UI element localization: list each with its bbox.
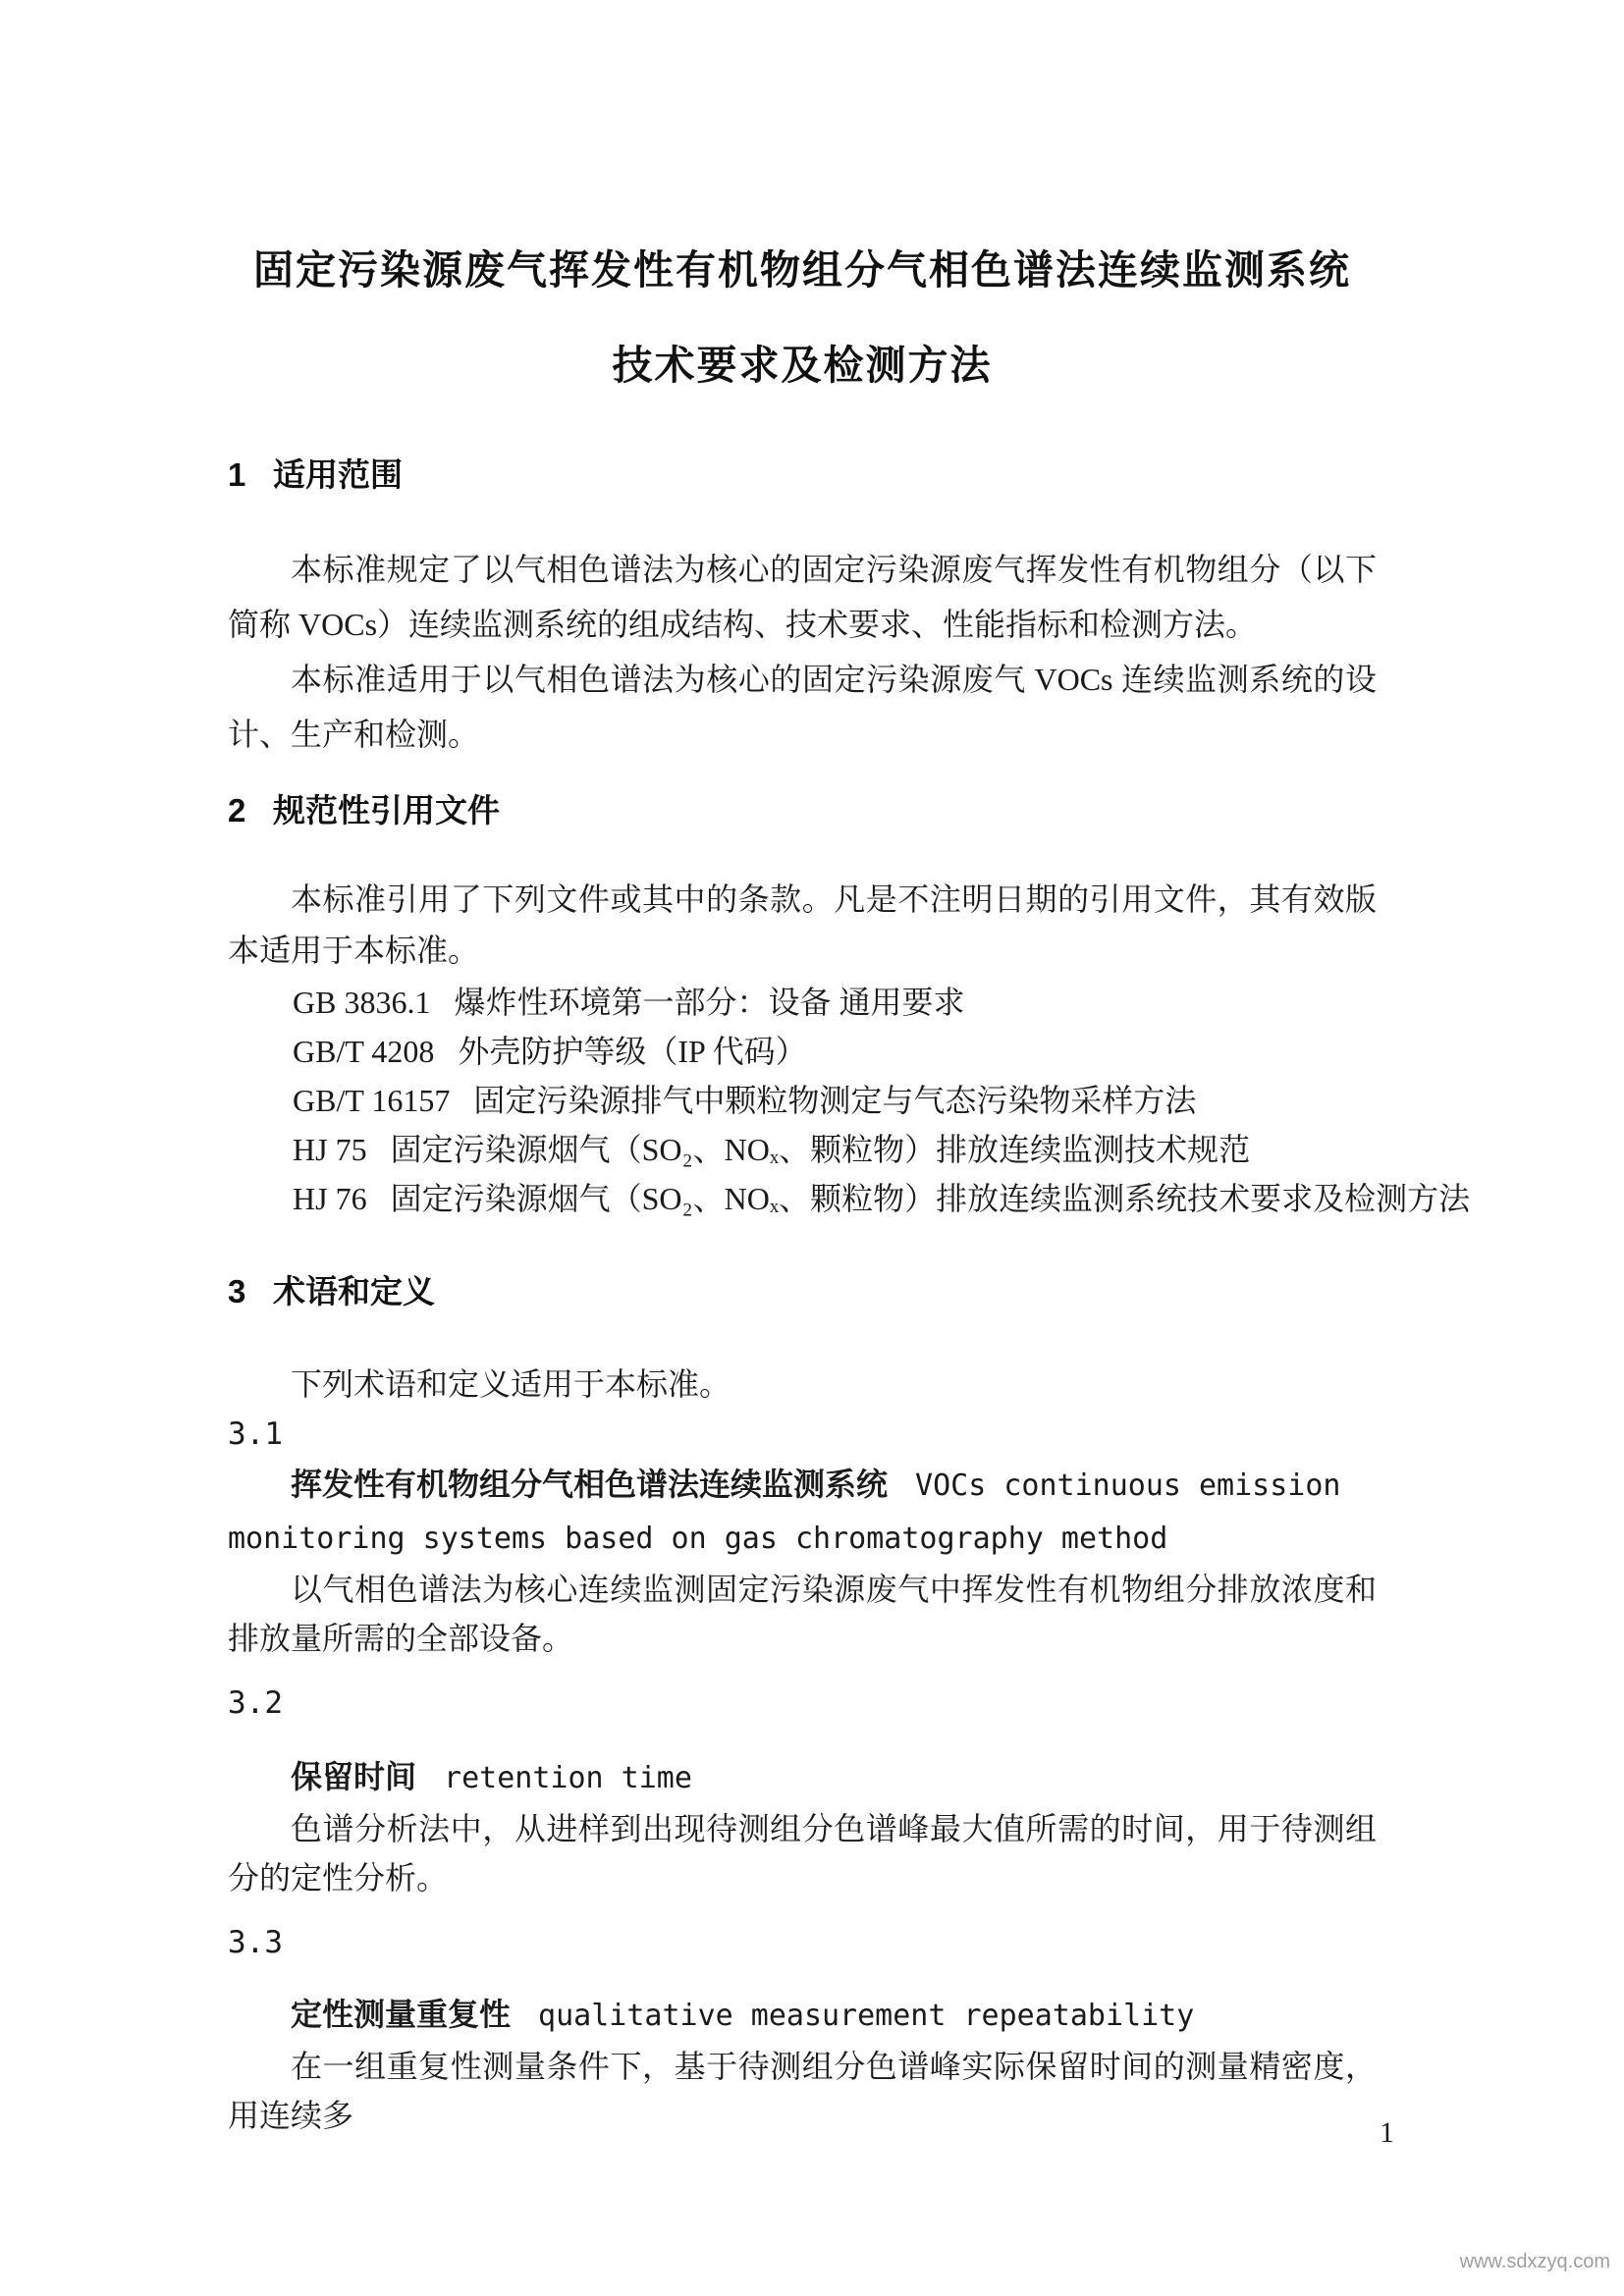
term-3-number: 3.3 <box>228 1925 283 1960</box>
term-2-chinese: 保留时间 <box>291 1759 417 1794</box>
scope-paragraph-1: 本标准规定了以气相色谱法为核心的固定污染源废气挥发性有机物组分（以下简称 VOCs）连续监测系统的组成结构、技术要求、性能指标和检测方法。 <box>228 552 1377 642</box>
term-1-definition: 以气相色谱法为核心连续监测固定污染源废气中挥发性有机物组分排放浓度和排放量所需的全部设备。 <box>228 1572 1377 1656</box>
section-references-title: 规范性引用文件 <box>273 792 500 828</box>
section-terms-heading <box>228 1264 1377 1319</box>
term-1-heading <box>228 1459 1377 1565</box>
term-2-english: retention time <box>444 1761 692 1795</box>
term-2-heading <box>228 1751 1377 1804</box>
reference-item-gbt16157 <box>228 1076 1377 1125</box>
reference-name: 固定污染源排气中颗粒物测定与气态污染物采样方法 <box>473 1083 1197 1118</box>
section-references-number: 2 <box>228 792 246 828</box>
title-line-2: 技术要求及检测方法 <box>612 343 993 388</box>
reference-name: 外壳防护等级（IP 代码） <box>458 1034 807 1069</box>
reference-code: GB/T 16157 <box>293 1083 451 1118</box>
reference-name: 爆炸性环境第一部分：设备 通用要求 <box>454 985 965 1020</box>
section-terms-number: 3 <box>228 1273 246 1309</box>
reference-code: GB/T 4208 <box>293 1034 435 1069</box>
term-3-definition: 在一组重复性测量条件下，基于待测组分色谱峰实际保留时间的测量精密度，用连续多 <box>228 2049 1377 2133</box>
reference-code: HJ 76 <box>293 1181 367 1216</box>
page-number: 1 <box>1380 2116 1394 2149</box>
reference-list <box>228 978 1471 1223</box>
terms-intro: 下列术语和定义适用于本标准。 <box>291 1366 731 1402</box>
section-terms-title: 术语和定义 <box>273 1273 435 1309</box>
term-3-heading <box>228 1989 1377 2042</box>
reference-item-gb3836 <box>228 978 1377 1027</box>
reference-name: 固定污染源烟气（SO₂、NOₓ、颗粒物）排放连续监测技术规范 <box>390 1132 1251 1167</box>
reference-code: HJ 75 <box>293 1132 367 1167</box>
document-title <box>228 239 1377 397</box>
scope-paragraph-2: 本标准适用于以气相色谱法为核心的固定污染源废气 VOCs 连续监测系统的设计、生产和检测。 <box>228 662 1377 752</box>
term-1-english: VOCs continuous emission monitoring systems based on gas chromatography method <box>228 1468 1341 1556</box>
term-2-definition: 色谱分析法中，从进样到出现待测组分色谱峰最大值所需的时间，用于待测组分的定性分析。 <box>228 1811 1377 1896</box>
term-1-number: 3.1 <box>228 1416 283 1452</box>
reference-item-gbt4208 <box>228 1027 1377 1076</box>
section-scope-number: 1 <box>228 456 246 493</box>
section-references-heading <box>228 783 1377 838</box>
page-content <box>0 239 1624 2140</box>
reference-item-hj76 <box>228 1174 1471 1223</box>
references-intro: 本标准引用了下列文件或其中的条款。凡是不注明日期的引用文件，其有效版本适用于本标准。 <box>228 881 1377 968</box>
reference-name: 固定污染源烟气（SO₂、NOₓ、颗粒物）排放连续监测系统技术要求及检测方法 <box>390 1181 1471 1216</box>
term-3-chinese: 定性测量重复性 <box>291 1997 512 2032</box>
section-scope-title: 适用范围 <box>273 456 403 493</box>
reference-code: GB 3836.1 <box>293 985 431 1020</box>
title-line-1: 固定污染源废气挥发性有机物组分气相色谱法连续监测系统 <box>253 247 1351 293</box>
term-3-english: qualitative measurement repeatability <box>538 1999 1195 2033</box>
section-scope-heading <box>228 448 1377 503</box>
term-2-number: 3.2 <box>228 1685 283 1721</box>
term-1-chinese: 挥发性有机物组分气相色谱法连续监测系统 <box>291 1467 889 1502</box>
watermark-url: www.sdxzyq.com <box>1459 2251 1610 2272</box>
reference-item-hj75 <box>228 1125 1377 1174</box>
